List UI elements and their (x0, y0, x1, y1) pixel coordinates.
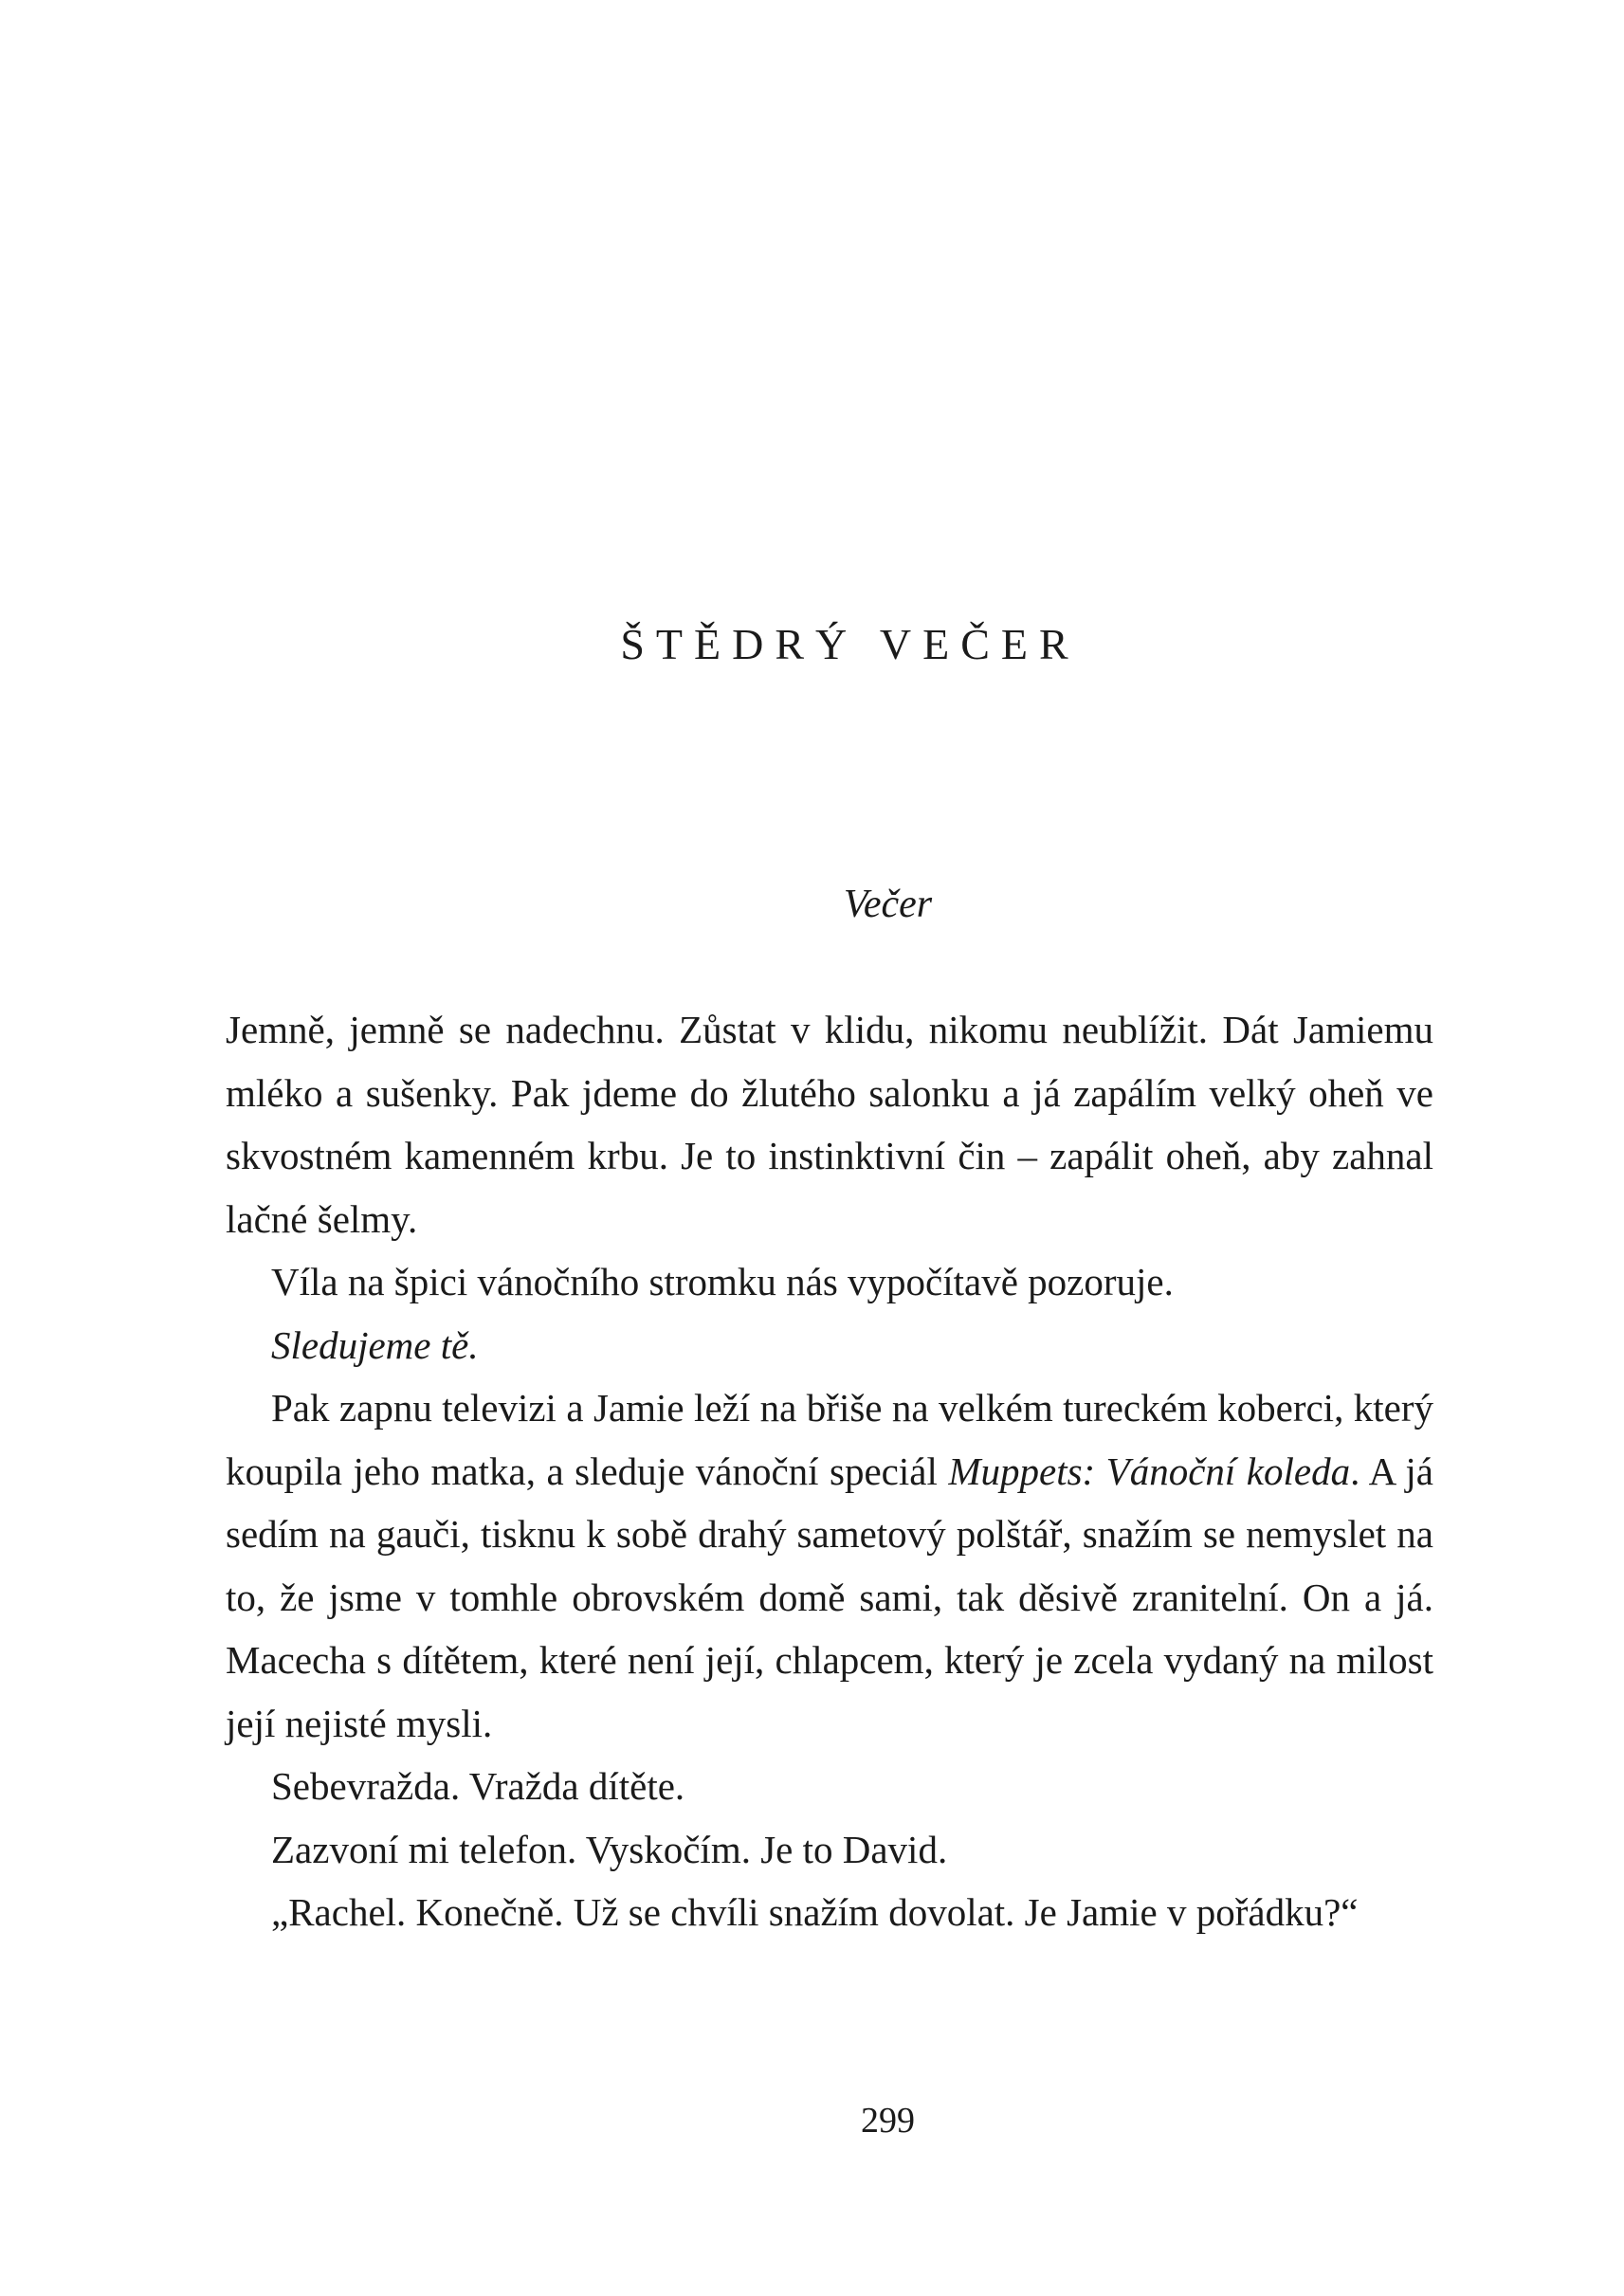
paragraph-4-start: Pak zapnu televizi a Jamie leží na břiše na velkém tureckém koberci, který koupila jeho matka, a sleduje vánoční speciál (226, 1386, 1433, 1493)
paragraph-2: Víla na špici vánočního stromku nás vypočítavě pozoruje. (271, 1260, 1174, 1303)
paragraph-6: Zazvoní mi telefon. Vyskočím. Je to David. (271, 1827, 948, 1871)
paragraph-4 (226, 1376, 1433, 1755)
paragraph-3 (226, 1314, 1433, 1377)
chapter-title: ŠTĚDRÝ VEČER (620, 620, 1080, 668)
paragraph-7: „Rachel. Konečně. Už se chvíli snažím dovolat. Je Jamie v pořádku?“ (271, 1890, 1359, 1934)
section-heading: Večer (843, 883, 933, 926)
body-text (226, 998, 1433, 1944)
page-number: 299 (861, 2101, 915, 2141)
paragraph-5: Sebevražda. Vražda dítěte. (271, 1764, 685, 1808)
paragraph-1: Jemně, jemně se nadechnu. Zůstat v klidu, nikomu neublížit. Dát Jamiemu mléko a sušenky. Pak jdeme do žlutého salonku a já zapálím velký oheň ve skvostném kamenném krbu. Je to instinktivní čin – zapálit oheň, aby zahnal lačné šelmy. (226, 1008, 1433, 1241)
paragraph-4-end: . A já sedím na gauči, tisknu k sobě drahý sametový polštář, snažím se nemyslet na to, že jsme v tomhle obrovském domě sami, tak děsivě zranitelní. On a já. Macecha s dítětem, které není její, chlapcem, který je zcela vydaný na milost její nejisté mysli. (226, 1449, 1433, 1745)
paragraph-4-italic-title: Muppets: Vánoční koleda (948, 1449, 1351, 1493)
paragraph-3-italic: Sledujeme tě. (271, 1322, 479, 1367)
